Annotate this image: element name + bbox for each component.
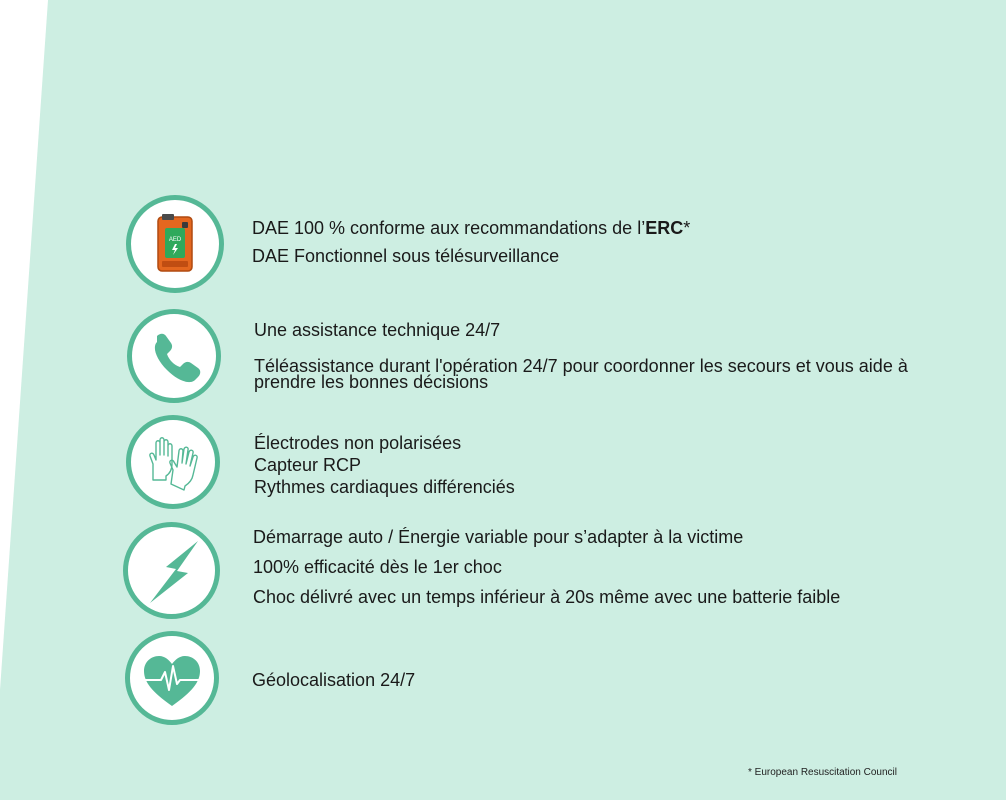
feature-4-line-1: Démarrage auto / Énergie variable pour s’adapter à la victime [253,527,744,547]
feature-1-line-1: DAE 100 % conforme aux recommandations de l’ERC* [252,218,691,238]
aed-device-icon [126,195,224,293]
feature-3-line-1: Électrodes non polarisées [254,433,462,453]
phone-icon [127,309,221,403]
feature-3-line-2: Capteur RCP [254,455,362,475]
heart-pulse-icon [125,631,219,725]
feature-5-line-1: Géolocalisation 24/7 [252,670,416,690]
feature-2-line-2: Téléassistance durant l'opération 24/7 pour coordonner les secours et vous aide à prendre les bonnes décisions [254,356,908,392]
feature-1-line-2: DAE Fonctionnel sous télésurveillance [252,246,560,266]
feature-4-line-3: Choc délivré avec un temps inférieur à 20s même avec une batterie faible [253,587,841,607]
footnote: * European Resuscitation Council [748,767,897,778]
feature-3-line-3: Rythmes cardiaques différenciés [254,477,515,497]
lightning-icon [123,522,220,619]
gloves-icon [126,415,220,509]
feature-4-line-2: 100% efficacité dès le 1er choc [253,557,502,577]
svg-text:AED: AED [168,237,182,243]
feature-2-line-1: Une assistance technique 24/7 [254,320,501,340]
